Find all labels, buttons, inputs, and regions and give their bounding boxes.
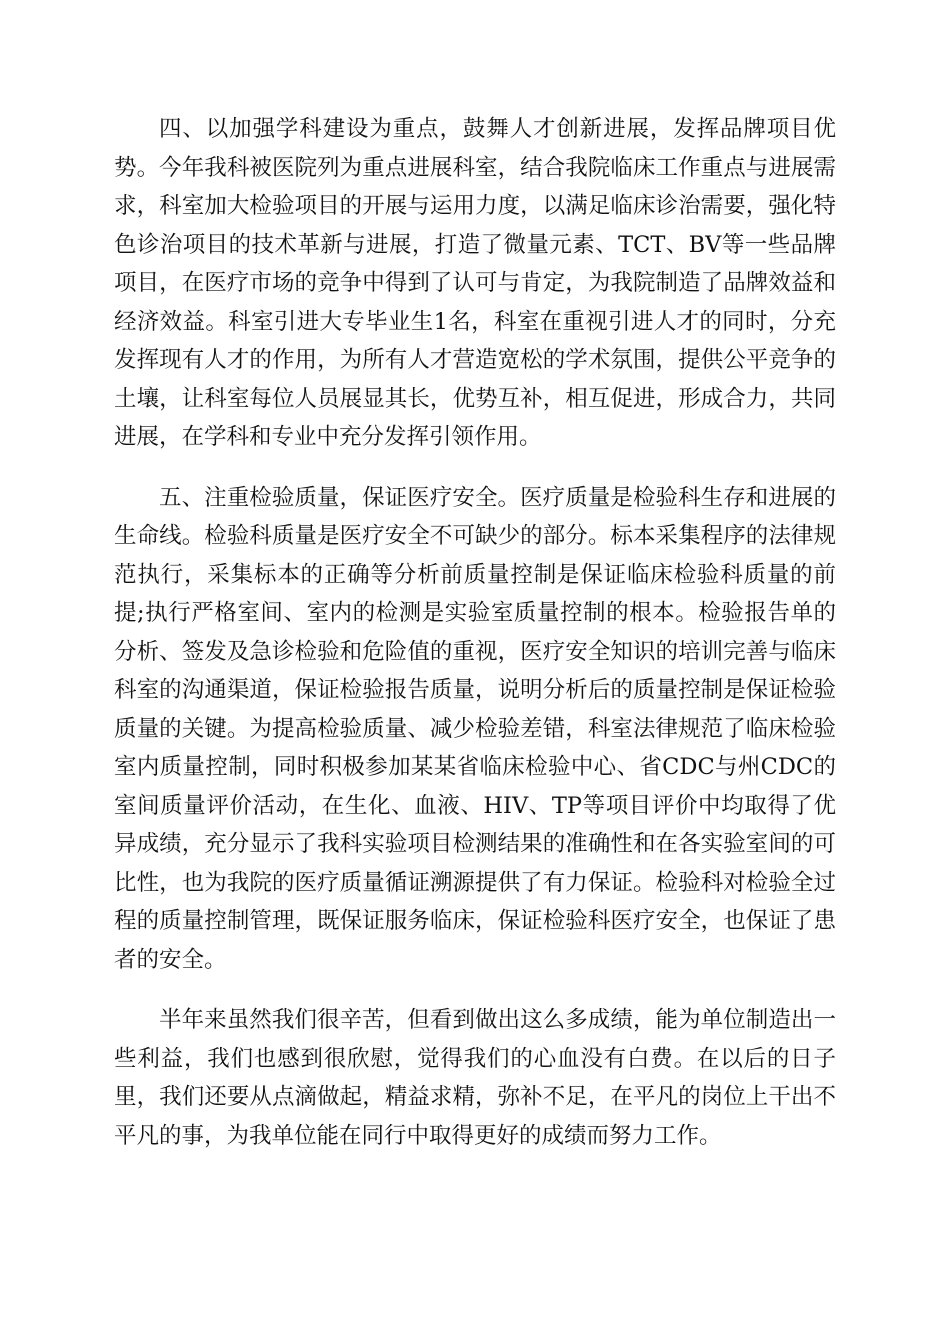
paragraph-discipline-construction: 四、以加强学科建设为重点，鼓舞人才创新进展，发挥品牌项目优势。今年我科被医院列为重点进展科室，结合我院临床工作重点与进展需求，科室加大检验项目的开展与运用力度，以满足临床诊治需要，强化特色诊治项目的技术革新与进展，打造了微量元素、TCT、BV等一些品牌项目，在医疗市场的竞争中得到了认可与肯定，为我院制造了品牌效益和经济效益。科室引进大专毕业生1名，科室在重视引进人才的同时，分充发挥现有人才的作用，为所有人才营造宽松的学术氛围，提供公平竞争的土壤，让科室每位人员展显其长，优势互补，相互促进，形成合力，共同进展，在学科和专业中充分发挥引领作用。 bbox=[114, 116, 836, 450]
paragraph-conclusion: 半年来虽然我们很辛苦，但看到做出这么多成绩，能为单位制造出一些利益，我们也感到很欣慰，觉得我们的心血没有白费。在以后的日子里，我们还要从点滴做起，精益求精，弥补不足，在平凡的岗位上干出不平凡的事，为我单位能在同行中取得更好的成绩而努力工作。 bbox=[114, 1007, 836, 1149]
document-body bbox=[114, 110, 836, 1155]
paragraph-quality-safety: 五、注重检验质量，保证医疗安全。医疗质量是检验科生存和进展的生命线。检验科质量是医疗安全不可缺少的部分。标本采集程序的法律规范执行，采集标本的正确等分析前质量控制是保证临床检验科质量的前提;执行严格室间、室内的检测是实验室质量控制的根本。检验报告单的分析、签发及急诊检验和危险值的重视，医疗安全知识的培训完善与临床科室的沟通渠道，保证检验报告质量，说明分析后的质量控制是保证检验质量的关键。为提高检验质量、减少检验差错，科室法律规范了临床检验室内质量控制，同时积极参加某某省临床检验中心、省CDC与州CDC的室间质量评价活动，在生化、血液、HIV、TP等项目评价中均取得了优异成绩，充分显示了我科实验项目检测结果的准确性和在各实验室间的可比性，也为我院的医疗质量循证溯源提供了有力保证。检验科对检验全过程的质量控制管理，既保证服务临床，保证检验科医疗安全，也保证了患者的安全。 bbox=[114, 484, 836, 973]
